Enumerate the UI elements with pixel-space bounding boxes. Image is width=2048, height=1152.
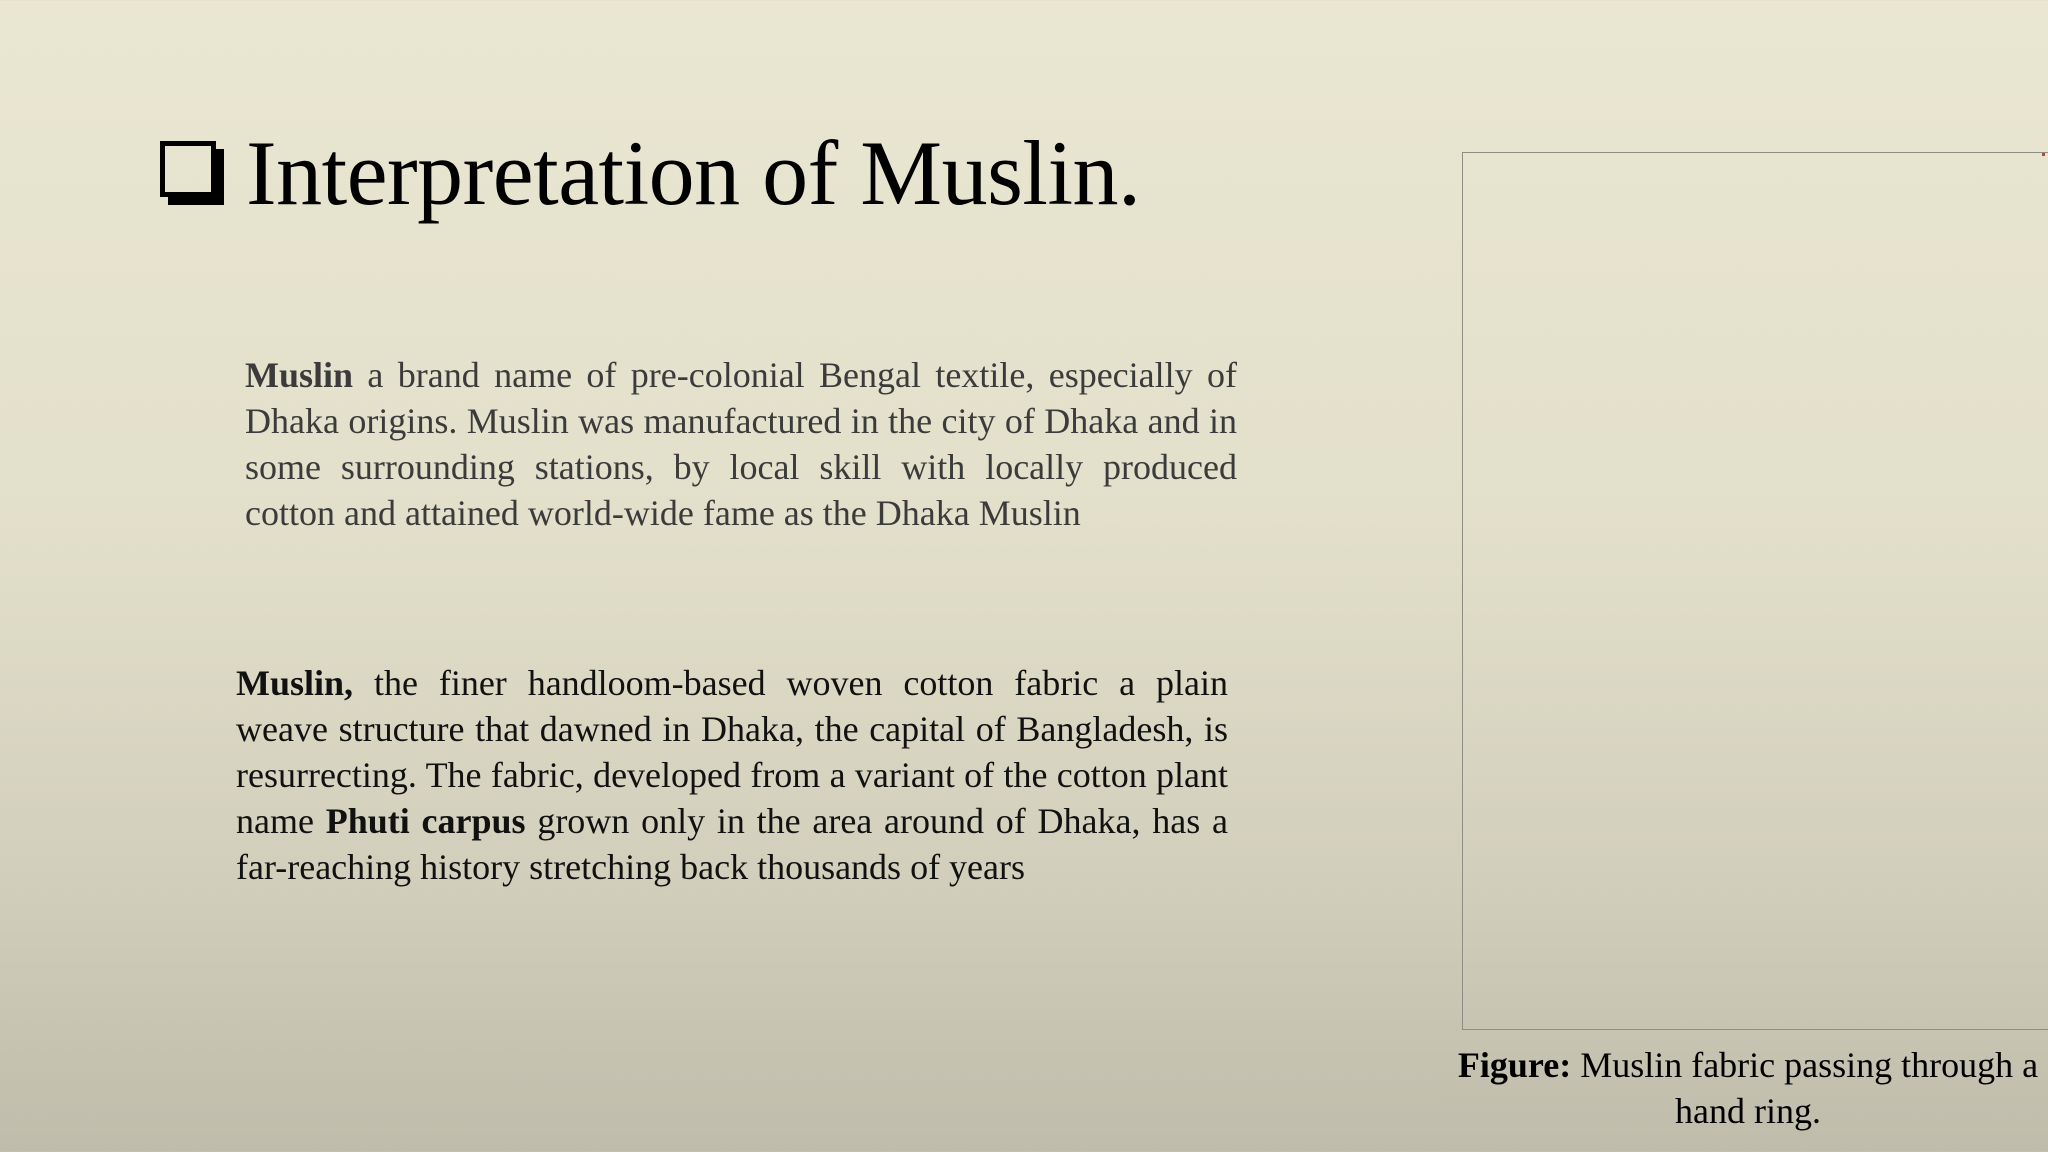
figure-caption-text: Muslin fabric passing through a hand ring. [1571, 1045, 2039, 1131]
figure-caption-label: Figure: [1457, 1045, 1572, 1085]
figure-image-frame [1462, 152, 2048, 1030]
paragraph-2-text-b: grown only in the area around of Dhaka, has a far-reaching history stretching back thousands of years [236, 801, 1228, 887]
paragraph-2-bold-phuti-carpus: Phuti carpus [325, 801, 526, 841]
figure-caption [1440, 1042, 2048, 1134]
figure-corner-marker [2042, 153, 2045, 156]
bullet-box-shadow-bottom [168, 197, 224, 205]
paragraph-muslin-brand [245, 352, 1237, 536]
slide-title: Interpretation of Muslin. [246, 122, 1141, 224]
paragraph-2-bold-lead: Muslin, [236, 663, 354, 703]
hollow-square-bullet-icon [160, 141, 226, 207]
paragraph-1-text: a brand name of pre-colonial Bengal textile, especially of Dhaka origins. Muslin was manufactured in the city of Dhaka and in some surrounding stations, by local skill with locally produced cotton and attained world-wide fame as the Dhaka Muslin [245, 355, 1237, 533]
title-row [160, 118, 1141, 228]
paragraph-2-text-a: the finer handloom-based woven cotton fabric a plain weave structure that dawned in Dhaka, the capital of Bangladesh, is resurrecting. The fabric, developed from a variant of the cotton plant name [236, 663, 1228, 841]
paragraph-1-bold-lead: Muslin [245, 355, 354, 395]
bullet-box-front [160, 141, 216, 197]
paragraph-muslin-fabric [236, 660, 1228, 890]
